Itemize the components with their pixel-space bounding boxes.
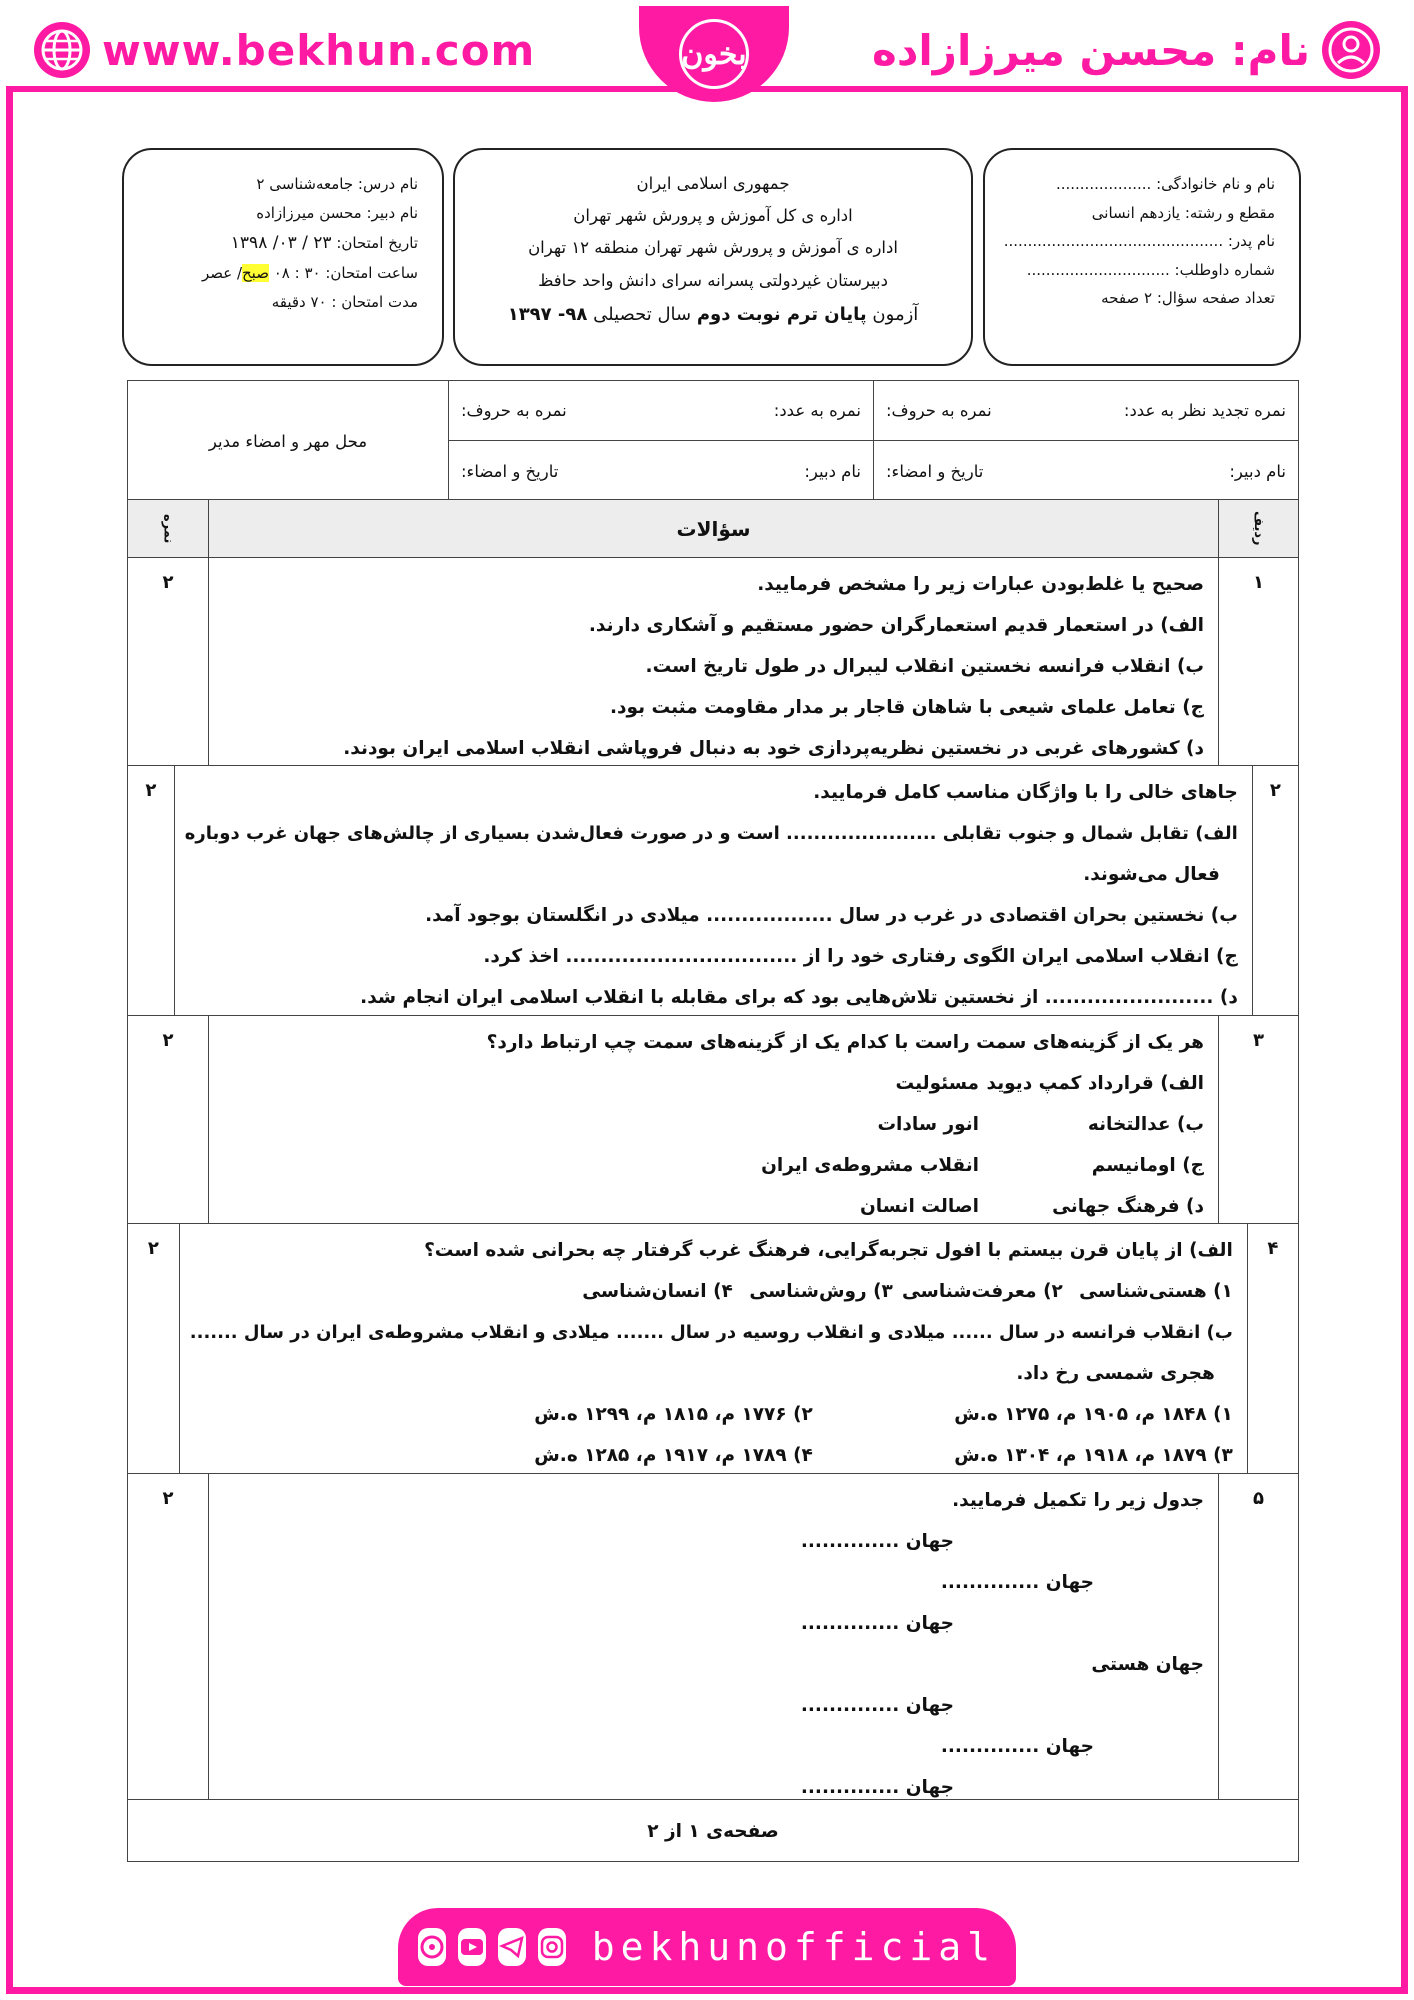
student-grade: مقطع و رشته: یازدهم انسانی — [1091, 203, 1275, 222]
author-name — [872, 20, 1380, 80]
exam-info-box — [122, 148, 444, 366]
header-questions: سؤالات — [208, 500, 1218, 557]
school-name: دبیرستان غیردولتی پسرانه سرای دانش واحد حافظ — [538, 270, 888, 290]
page-number: صفحه‌ی ۱ از ۲ — [647, 1820, 779, 1842]
telegram-icon[interactable] — [498, 1928, 526, 1966]
exam-date: تاریخ امتحان: ۲۳ / ۰۳/ ۱۳۹۸ — [230, 233, 418, 253]
question-row-2: ۲ جاهای خالی را با واژگان مناسب کامل فرمایید. الف) تقابل شمال و جنوب تقابلی ...................... است و در صورت فعال‌شدن بسیاری از چالش‌های جهان غرب دوباره فعال می‌شوند. ب) نخستین بحران اقتصادی در غرب در سال .................. میلادی در انگلستان بوجود آمد. ج) انقلاب اسلامی ایران الگوی رفتاری خود را از ................................. اخذ کرد. د) ........................ از نخستین تلاش‌هایی بود که برای مقابله با انقلاب اسلامی ایران انجام شد. ۲ — [128, 766, 1298, 1016]
candidate-number-field: شماره داوطلب: .............................. — [1026, 260, 1275, 279]
general-office: اداره ی کل آموزش و پرورش شهر تهران — [573, 206, 853, 226]
morning-highlight: صبح — [242, 264, 269, 283]
exam-title: آزمون پایان ترم نوبت دوم سال تحصیلی ۹۸- ۱۳۹۷ — [507, 303, 919, 325]
table-header — [128, 500, 1298, 558]
revised-grade-cell: نمره تجدید نظر به عدد: نمره به حروف: — [873, 381, 1298, 441]
author-text: نام: محسن میرزازاده — [872, 25, 1310, 75]
course-name: نام درس: جامعه‌شناسی ۲ — [256, 175, 418, 193]
question-2-body: جاهای خالی را با واژگان مناسب کامل فرمایید. الف) تقابل شمال و جنوب تقابلی ...................... است و در صورت فعال‌شدن بسیاری از چالش‌های جهان غرب دوباره فعال می‌شوند. ب) نخستین بحران اقتصادی در غرب در سال .................. میلادی در انگلستان بوجود آمد. ج) انقلاب اسلامی ایران الگوی رفتاری خود را از ................................. اخذ کرد. د) ........................ از نخستین تلاش‌هایی بود که برای مقابله با انقلاب اسلامی ایران انجام شد. — [174, 766, 1252, 1015]
teacher-name: نام دبیر: محسن میرزازاده — [256, 203, 418, 222]
instagram-icon[interactable] — [538, 1928, 566, 1966]
principal-seal-cell: محل مهر و امضاء مدیر — [208, 431, 368, 451]
question-5-body: جدول زیر را تکمیل فرمایید. جهان .............. جهان .............. جهان .............. جهان هستی جهان .............. جهان .............. جهان .............. — [208, 1474, 1218, 1799]
brand-logo — [639, 6, 789, 102]
question-1-body: صحیح یا غلط‌بودن عبارات زیر را مشخص فرمایید. الف) در استعمار قدیم استعمارگران حضور مستقیم و آشکاری دارند. ب) انقلاب فرانسه نخستین انقلاب لیبرال در طول تاریخ است. ج) تعامل علمای شیعی با شاهان قاجار بر مدار مقاومت مثبت بود. د) کشورهای غربی در نخستین نظریه‌پردازی خود به دنبال فروپاشی انقلاب اسلامی ایران بودند. — [208, 558, 1218, 765]
logo-mark: بخون — [679, 19, 749, 89]
youtube-icon[interactable] — [458, 1928, 486, 1966]
aparat-icon[interactable] — [418, 1928, 446, 1966]
grade-table — [127, 380, 1299, 500]
header-score: نمره — [160, 513, 176, 544]
questions-table — [127, 500, 1299, 1862]
district-office: اداره ی آموزش و پرورش شهر تهران منطقه ۱۲ تهران — [528, 238, 898, 258]
student-info-box — [983, 148, 1301, 366]
website-link[interactable] — [34, 22, 535, 78]
globe-icon — [34, 22, 90, 78]
teacher-sign-cell-2: نام دبیر: تاریخ و امضاء: — [448, 441, 873, 501]
header-row: ردیف — [1218, 500, 1298, 557]
social-handle[interactable]: bekhunofficial — [591, 1925, 996, 1969]
user-icon — [1322, 21, 1380, 79]
website-url: www.bekhun.com — [102, 25, 536, 75]
grade-cell: نمره به عدد: نمره به حروف: — [448, 381, 873, 441]
social-bar — [398, 1908, 1016, 1986]
teacher-sign-cell-1: نام دبیر: تاریخ و امضاء: — [873, 441, 1298, 501]
question-row-1: ۱ صحیح یا غلط‌بودن عبارات زیر را مشخص فرمایید. الف) در استعمار قدیم استعمارگران حضور مستقیم و آشکاری دارند. ب) انقلاب فرانسه نخستین انقلاب لیبرال در طول تاریخ است. ج) تعامل علمای شیعی با شاهان قاجار بر مدار مقاومت مثبت بود. د) کشورهای غربی در نخستین نظریه‌پردازی خود به دنبال فروپاشی انقلاب اسلامی ایران بودند. ۲ — [128, 558, 1298, 766]
question-3-body: هر یک از گزینه‌های سمت راست با کدام یک از گزینه‌های سمت چپ ارتباط دارد؟ الف) قرارداد کمپ دیوید مسئولیت ب) عدالتخانه انور سادات ج) اومانیسم انقلاب مشروطه‌ی ایران د) فرهنگ جهانی اصالت انسان — [208, 1016, 1218, 1223]
page-count: تعداد صفحه سؤال: ۲ صفحه — [1101, 289, 1275, 307]
question-row-5: ۵ جدول زیر را تکمیل فرمایید. جهان .............. جهان .............. جهان .............. جهان هستی جهان .............. جهان .............. جهان .............. ۲ — [128, 1474, 1298, 1800]
question-row-4: ۴ الف) از پایان قرن بیستم با افول تجربه‌گرایی، فرهنگ غرب گرفتار چه بحرانی شده است؟ ۱) هستی‌شناسی ۲) معرفت‌شناسی ۳) روش‌شناسی ۴) انسان‌شناسی ب) انقلاب فرانسه در سال ...... میلادی و انقلاب روسیه در سال ....... میلادی و انقلاب مشروطه‌ی ایران در سال ....... هجری شمسی رخ داد. ۱) ۱۸۴۸ م، ۱۹۰۵ م، ۱۲۷۵ ه.ش ۲) ۱۷۷۶ م، ۱۸۱۵ م، ۱۲۹۹ ه.ش ۳) ۱۸۷۹ م، ۱۹۱۸ م، ۱۳۰۴ ه.ش ۴) ۱۷۸۹ م، ۱۹۱۷ م، ۱۲۸۵ ه.ش ۲ — [128, 1224, 1298, 1474]
student-name-field: نام و نام خانوادگی: .................... — [1055, 175, 1275, 193]
father-name-field: نام پدر: .............................................. — [1003, 232, 1275, 250]
question-4-body: الف) از پایان قرن بیستم با افول تجربه‌گرایی، فرهنگ غرب گرفتار چه بحرانی شده است؟ ۱) هستی‌شناسی ۲) معرفت‌شناسی ۳) روش‌شناسی ۴) انسان‌شناسی ب) انقلاب فرانسه در سال ...... میلادی و انقلاب روسیه در سال ....... میلادی و انقلاب مشروطه‌ی ایران در سال ....... هجری شمسی رخ داد. ۱) ۱۸۴۸ م، ۱۹۰۵ م، ۱۲۷۵ ه.ش ۲) ۱۷۷۶ م، ۱۸۱۵ م، ۱۲۹۹ ه.ش ۳) ۱۸۷۹ م، ۱۹۱۸ م، ۱۳۰۴ ه.ش ۴) ۱۷۸۹ م، ۱۹۱۷ م، ۱۲۸۵ ه.ش — [179, 1224, 1247, 1473]
republic-title: جمهوری اسلامی ایران — [636, 174, 790, 193]
school-info-box — [453, 148, 973, 366]
exam-duration: مدت امتحان : ۷۰ دقیقه — [271, 292, 418, 311]
question-row-3: ۳ هر یک از گزینه‌های سمت راست با کدام یک از گزینه‌های سمت چپ ارتباط دارد؟ الف) قرارداد کمپ دیوید مسئولیت ب) عدالتخانه انور سادات ج) اومانیسم انقلاب مشروطه‌ی ایران د) فرهنگ جهانی اصالت انسان ۲ — [128, 1016, 1298, 1224]
exam-time: ساعت امتحان: ۳۰ : ۰۸ صبح/ عصر — [201, 264, 418, 283]
header-bar — [6, 6, 1408, 92]
